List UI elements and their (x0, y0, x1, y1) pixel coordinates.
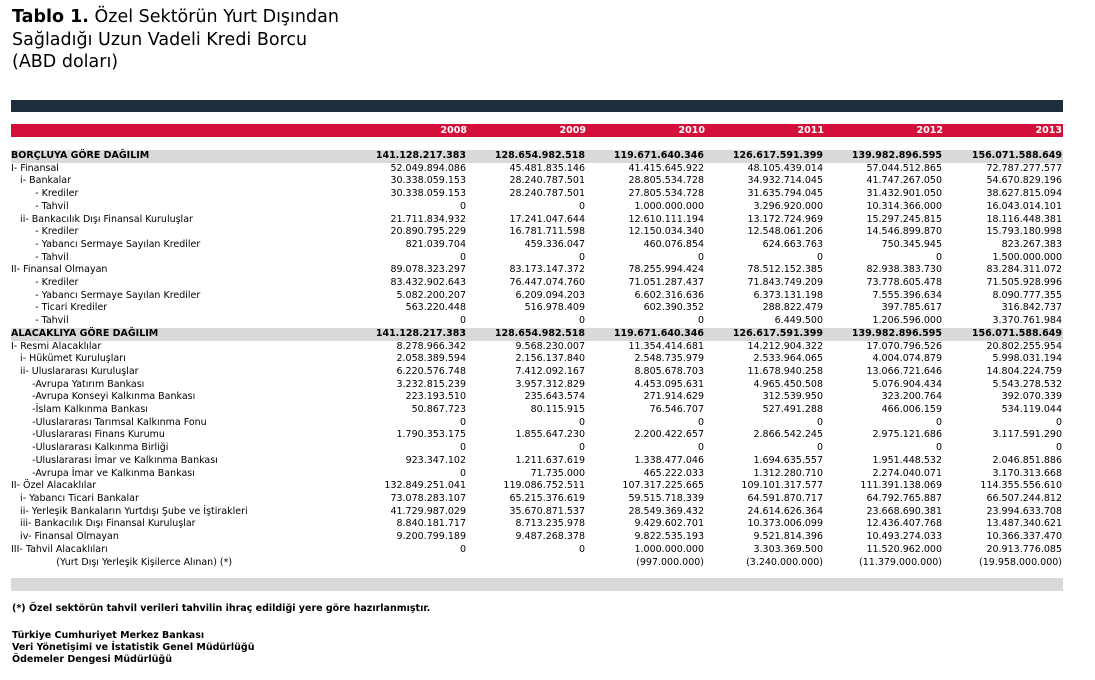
cell-2011: 31.635.794.045 (747, 188, 823, 200)
cell-2011: 64.591.870.717 (747, 492, 823, 504)
year-header-2011: 2011 (797, 125, 824, 136)
table-section-row (11, 328, 1063, 341)
table-row (11, 531, 1063, 544)
cell-2013: 16.043.014.101 (986, 200, 1062, 212)
cell-2011: (3.240.000.000) (746, 556, 823, 568)
cell-2012: 397.785.617 (881, 302, 942, 314)
cell-2011: 9.521.814.396 (753, 531, 823, 543)
cell-2009: 83.173.147.372 (509, 264, 585, 276)
cell-2008: 821.039.704 (405, 238, 466, 250)
cell-2008: 0 (459, 543, 466, 555)
cell-2009: 119.086.752.511 (503, 480, 585, 492)
cell-2013: 66.507.244.812 (986, 492, 1062, 504)
row-label: -Uluslararası Kalkınma Birliği (11, 442, 169, 454)
cell-2012: 323.200.764 (881, 391, 942, 403)
row-label: I- Resmi Alacaklılar (11, 340, 102, 352)
cell-2010: 9.822.535.193 (634, 531, 704, 543)
row-label: i- Bankalar (11, 175, 72, 187)
cell-2011: 1.312.280.710 (753, 467, 823, 479)
cell-2011: 0 (816, 416, 823, 428)
cell-2013: 54.670.829.196 (986, 175, 1062, 187)
cell-2009: 17.241.047.644 (509, 213, 585, 225)
cell-2009: 0 (578, 442, 585, 454)
cell-2010: 460.076.854 (643, 238, 704, 250)
table-row (11, 468, 1063, 481)
cell-2009: 235.643.574 (524, 391, 585, 403)
cell-2013: 20.913.776.085 (986, 543, 1062, 555)
table-row (11, 480, 1063, 493)
cell-2008: 0 (459, 416, 466, 428)
cell-2011: 3.303.369.500 (753, 543, 823, 555)
cell-2012: 73.778.605.478 (866, 277, 942, 289)
cell-2013: 72.787.277.577 (986, 162, 1062, 174)
table-row (11, 277, 1063, 290)
cell-2010: 271.914.629 (643, 391, 704, 403)
cell-2008 (348, 557, 467, 570)
cell-2013: 15.793.180.998 (986, 226, 1062, 238)
cell-2009: 459.336.047 (524, 238, 585, 250)
cell-2008: 52.049.894.086 (390, 162, 466, 174)
row-label: i- Hükümet Kuruluşları (11, 353, 126, 365)
cell-2013: 5.998.031.194 (992, 353, 1062, 365)
row-label: -Avrupa İmar ve Kalkınma Bankası (11, 467, 195, 479)
row-label: -Uluslararası Tarımsal Kalkınma Fonu (11, 416, 207, 428)
cell-2012: 2.274.040.071 (872, 467, 942, 479)
year-header-band (11, 124, 1063, 137)
cell-2011: 527.491.288 (762, 404, 823, 416)
row-label: - Tahvil (11, 200, 69, 212)
table-row (11, 493, 1063, 506)
cell-2009: 0 (578, 543, 585, 555)
cell-2010: 107.317.225.665 (622, 480, 704, 492)
cell-2013: 3.370.761.984 (992, 315, 1062, 327)
row-label: - Ticari Krediler (11, 302, 108, 314)
cell-2012: 31.432.901.050 (866, 188, 942, 200)
table-row (11, 239, 1063, 252)
cell-2010: 2.200.422.657 (634, 429, 704, 441)
cell-2009: 1.211.637.619 (515, 454, 585, 466)
cell-2009: 0 (578, 200, 585, 212)
cell-2013: 10.366.337.470 (986, 531, 1062, 543)
cell-2011: 126.617.591.399 (705, 328, 824, 341)
cell-2009: 0 (578, 251, 585, 263)
table-row (11, 429, 1063, 442)
cell-2010: 9.429.602.701 (634, 518, 704, 530)
cell-2010: 1.000.000.000 (634, 543, 704, 555)
cell-2011: 2.866.542.245 (753, 429, 823, 441)
cell-2013: 823.267.383 (1001, 238, 1062, 250)
row-label: -Avrupa Yatırım Bankası (11, 378, 145, 390)
cell-2013: 114.355.556.610 (980, 480, 1062, 492)
row-label: (Yurt Dışı Yerleşik Kişilerce Alınan) (*) (11, 556, 233, 568)
cell-2012: 111.391.138.069 (860, 480, 942, 492)
row-label: -İslam Kalkınma Bankası (11, 404, 148, 416)
org-line-1: Türkiye Cumhuriyet Merkez Bankası (12, 630, 205, 641)
cell-2009: 35.670.871.537 (509, 505, 585, 517)
cell-2008: 3.232.815.239 (396, 378, 466, 390)
cell-2013: 20.802.255.954 (986, 340, 1062, 352)
cell-2010: 0 (697, 416, 704, 428)
cell-2013: 156.071.588.649 (943, 150, 1063, 163)
cell-2009: 71.735.000 (530, 467, 585, 479)
row-label: ii- Uluslararası Kuruluşlar (11, 365, 139, 377)
cell-2013: 156.071.588.649 (943, 328, 1063, 341)
cell-2011: 48.105.439.014 (747, 162, 823, 174)
cell-2009: 6.209.094.203 (515, 289, 585, 301)
row-label: I- Finansal (11, 162, 59, 174)
footnote: (*) Özel sektörün tahvil verileri tahvilin ihraç edildiği yere göre hazırlanmıştır. (12, 603, 431, 614)
cell-2008: 0 (459, 442, 466, 454)
cell-2011: 14.212.904.322 (747, 340, 823, 352)
cell-2010: 78.255.994.424 (628, 264, 704, 276)
title-bold: Tablo 1. (12, 7, 89, 27)
cell-2008: 30.338.059.153 (390, 175, 466, 187)
cell-2009: 128.654.982.518 (467, 328, 586, 341)
cell-2008: 73.078.283.107 (390, 492, 466, 504)
cell-2011: 2.533.964.065 (753, 353, 823, 365)
cell-2008: 41.729.987.029 (390, 505, 466, 517)
cell-2011: 13.172.724.969 (747, 213, 823, 225)
cell-2013: 23.994.633.708 (986, 505, 1062, 517)
cell-2008: 141.128.217.383 (348, 328, 467, 341)
cell-2008: 89.078.323.297 (390, 264, 466, 276)
cell-2010: 602.390.352 (643, 302, 704, 314)
year-header-2012: 2012 (916, 125, 943, 136)
cell-2010: 59.515.718.339 (628, 492, 704, 504)
table-row (11, 214, 1063, 227)
cell-2011: 312.539.950 (762, 391, 823, 403)
cell-2008: 9.200.799.189 (396, 531, 466, 543)
table-row (11, 341, 1063, 354)
cell-2012: 1.951.448.532 (872, 454, 942, 466)
cell-2013: 14.804.224.759 (986, 365, 1062, 377)
cell-2012: 0 (935, 442, 942, 454)
cell-2010: 71.051.287.437 (628, 277, 704, 289)
cell-2010: 4.453.095.631 (634, 378, 704, 390)
cell-2008: 20.890.795.229 (390, 226, 466, 238)
org-line-2: Veri Yönetişimi ve İstatistik Genel Müdürlüğü (12, 642, 255, 653)
cell-2013: 38.627.815.094 (986, 188, 1062, 200)
header-dark-band (11, 100, 1063, 112)
cell-2010: 2.548.735.979 (634, 353, 704, 365)
cell-2012: 5.076.904.434 (872, 378, 942, 390)
cell-2012: (11.379.000.000) (859, 556, 942, 568)
cell-2008: 30.338.059.153 (390, 188, 466, 200)
cell-2011: 78.512.152.385 (747, 264, 823, 276)
cell-2009: 65.215.376.619 (509, 492, 585, 504)
row-label: -Uluslararası Finans Kurumu (11, 429, 165, 441)
cell-2008: 8.278.966.342 (396, 340, 466, 352)
cell-2009: 1.855.647.230 (515, 429, 585, 441)
cell-2010: 0 (697, 315, 704, 327)
cell-2009: 128.654.982.518 (467, 150, 586, 163)
cell-2008: 0 (459, 251, 466, 263)
row-label: iv- Finansal Olmayan (11, 531, 119, 543)
cell-2011: 1.694.635.557 (753, 454, 823, 466)
table-row (11, 391, 1063, 404)
cell-2008: 8.840.181.717 (396, 518, 466, 530)
table-row (11, 315, 1063, 328)
cell-2013: 5.543.278.532 (992, 378, 1062, 390)
table-row (11, 252, 1063, 265)
cell-2010: 6.602.316.636 (634, 289, 704, 301)
row-label: III- Tahvil Alacaklıları (11, 543, 108, 555)
cell-2011: 0 (816, 442, 823, 454)
org-line-3: Ödemeler Dengesi Müdürlüğü (12, 654, 172, 665)
table-body (11, 150, 1063, 569)
cell-2008: 141.128.217.383 (348, 150, 467, 163)
cell-2011: 6.373.131.198 (753, 289, 823, 301)
cell-2013: 8.090.777.355 (992, 289, 1062, 301)
row-label: - Yabancı Sermaye Sayılan Krediler (11, 238, 201, 250)
cell-2011: 11.678.940.258 (747, 365, 823, 377)
cell-2013: 2.046.851.886 (992, 454, 1062, 466)
cell-2008: 83.432.902.643 (390, 277, 466, 289)
cell-2008: 1.790.353.175 (396, 429, 466, 441)
row-label: - Krediler (11, 277, 79, 289)
table-row (11, 455, 1063, 468)
cell-2010: 0 (697, 442, 704, 454)
row-label: - Yabancı Sermaye Sayılan Krediler (11, 289, 201, 301)
table-bottom-band (11, 578, 1063, 591)
cell-2010: 12.610.111.194 (628, 213, 704, 225)
table-row (11, 226, 1063, 239)
cell-2009: 16.781.711.598 (509, 226, 585, 238)
cell-2008: 2.058.389.594 (396, 353, 466, 365)
cell-2010: 12.150.034.340 (628, 226, 704, 238)
table-row (11, 404, 1063, 417)
cell-2011: 24.614.626.364 (747, 505, 823, 517)
table-row (11, 557, 1063, 570)
cell-2009: 516.978.409 (524, 302, 585, 314)
row-label: -Avrupa Konseyi Kalkınma Bankası (11, 391, 196, 403)
cell-2012: 17.070.796.526 (866, 340, 942, 352)
cell-2011: 3.296.920.000 (753, 200, 823, 212)
cell-2008: 0 (459, 467, 466, 479)
table-row (11, 201, 1063, 214)
cell-2008: 0 (459, 200, 466, 212)
cell-2012: 10.493.274.033 (866, 531, 942, 543)
cell-2012: 139.982.896.595 (824, 150, 943, 163)
row-label: - Tahvil (11, 315, 69, 327)
cell-2009: 7.412.092.167 (515, 365, 585, 377)
cell-2012: 57.044.512.865 (866, 162, 942, 174)
cell-2012: 14.546.899.870 (866, 226, 942, 238)
cell-2009: 28.240.787.501 (509, 175, 585, 187)
cell-2008: 6.220.576.748 (396, 365, 466, 377)
table-row (11, 175, 1063, 188)
cell-2013: 13.487.340.621 (986, 518, 1062, 530)
cell-2011: 288.822.479 (762, 302, 823, 314)
cell-2010: 28.549.369.432 (628, 505, 704, 517)
table-section-row (11, 150, 1063, 163)
organization-block (12, 630, 254, 666)
cell-2008: 50.867.723 (411, 404, 466, 416)
cell-2013: 316.842.737 (1001, 302, 1062, 314)
cell-2010: 28.805.534.728 (628, 175, 704, 187)
cell-2013: 83.284.311.072 (986, 264, 1062, 276)
cell-2011: 12.548.061.206 (747, 226, 823, 238)
cell-2010: 41.415.645.922 (628, 162, 704, 174)
row-label: ALACAKLIYA GÖRE DAĞILIM (11, 328, 348, 341)
cell-2009: 28.240.787.501 (509, 188, 585, 200)
cell-2011: 0 (816, 251, 823, 263)
cell-2012: 466.006.159 (881, 404, 942, 416)
cell-2013: 1.500.000.000 (992, 251, 1062, 263)
cell-2008: 923.347.102 (405, 454, 466, 466)
cell-2009: 45.481.835.146 (509, 162, 585, 174)
cell-2013: 71.505.928.996 (986, 277, 1062, 289)
cell-2010: 8.805.678.703 (634, 365, 704, 377)
cell-2011: 34.932.714.045 (747, 175, 823, 187)
row-label: - Krediler (11, 226, 79, 238)
cell-2010: (997.000.000) (636, 556, 704, 568)
cell-2012: 139.982.896.595 (824, 328, 943, 341)
row-label: ii- Yerleşik Bankaların Yurtdışı Şube ve İştirakleri (11, 505, 248, 517)
cell-2011: 6.449.500 (774, 315, 823, 327)
cell-2009: 2.156.137.840 (515, 353, 585, 365)
cell-2012: 0 (935, 416, 942, 428)
table-row (11, 544, 1063, 557)
cell-2012: 2.975.121.686 (872, 429, 942, 441)
row-label: II- Finansal Olmayan (11, 264, 108, 276)
row-label: ii- Bankacılık Dışı Finansal Kuruluşlar (11, 213, 193, 225)
row-label: i- Yabancı Ticari Bankalar (11, 492, 139, 504)
cell-2012: 23.668.690.381 (866, 505, 942, 517)
row-label: -Uluslararası İmar ve Kalkınma Bankası (11, 454, 218, 466)
cell-2009: 0 (578, 315, 585, 327)
cell-2009: 76.447.074.760 (509, 277, 585, 289)
cell-2011: 624.663.763 (762, 238, 823, 250)
row-label: - Krediler (11, 188, 79, 200)
table-row (11, 379, 1063, 392)
table-row (11, 506, 1063, 519)
year-header-2013: 2013 (1035, 125, 1062, 136)
table-row (11, 366, 1063, 379)
cell-2009: 80.115.915 (530, 404, 585, 416)
cell-2013: 3.170.313.668 (992, 467, 1062, 479)
cell-2012: 750.345.945 (881, 238, 942, 250)
table-row (11, 163, 1063, 176)
table-row (11, 302, 1063, 315)
cell-2012: 15.297.245.815 (866, 213, 942, 225)
table-title (12, 6, 339, 74)
cell-2009: 3.957.312.829 (515, 378, 585, 390)
cell-2013: 392.070.339 (1001, 391, 1062, 403)
table-row (11, 264, 1063, 277)
cell-2008: 5.082.200.207 (396, 289, 466, 301)
cell-2009: 9.487.268.378 (515, 531, 585, 543)
row-label: - Tahvil (11, 251, 69, 263)
row-label: II- Özel Alacaklılar (11, 480, 97, 492)
cell-2010: 11.354.414.681 (628, 340, 704, 352)
cell-2011: 109.101.317.577 (741, 480, 823, 492)
cell-2010: 119.671.640.346 (586, 328, 705, 341)
cell-2009: 8.713.235.978 (515, 518, 585, 530)
cell-2008: 132.849.251.041 (384, 480, 466, 492)
row-label: iii- Bankacılık Dışı Finansal Kuruluşlar (11, 518, 196, 530)
cell-2012: 0 (935, 251, 942, 263)
cell-2009 (467, 557, 586, 570)
cell-2011: 126.617.591.399 (705, 150, 824, 163)
year-header-2008: 2008 (440, 125, 467, 136)
cell-2013: 0 (1055, 416, 1062, 428)
cell-2010: 1.000.000.000 (634, 200, 704, 212)
cell-2010: 1.338.477.046 (634, 454, 704, 466)
title-line-3: (ABD doları) (12, 52, 119, 72)
cell-2008: 0 (459, 315, 466, 327)
cell-2011: 71.843.749.209 (747, 277, 823, 289)
debt-table (11, 150, 1063, 569)
cell-2010: 465.222.033 (643, 467, 704, 479)
cell-2013: 534.119.044 (1001, 404, 1062, 416)
year-header-2010: 2010 (678, 125, 705, 136)
cell-2012: 13.066.721.646 (866, 365, 942, 377)
table-row (11, 518, 1063, 531)
cell-2013: 0 (1055, 442, 1062, 454)
cell-2012: 4.004.074.879 (872, 353, 942, 365)
year-header-2009: 2009 (559, 125, 586, 136)
cell-2012: 1.206.596.000 (872, 315, 942, 327)
table-row (11, 353, 1063, 366)
cell-2012: 7.555.396.634 (872, 289, 942, 301)
table-row (11, 188, 1063, 201)
cell-2012: 10.314.366.000 (866, 200, 942, 212)
table-row (11, 442, 1063, 455)
cell-2012: 64.792.765.887 (866, 492, 942, 504)
cell-2008: 21.711.834.932 (390, 213, 466, 225)
cell-2008: 223.193.510 (405, 391, 466, 403)
title-line-2: Sağladığı Uzun Vadeli Kredi Borcu (12, 29, 308, 50)
cell-2012: 12.436.407.768 (866, 518, 942, 530)
table-row (11, 290, 1063, 303)
cell-2010: 0 (697, 251, 704, 263)
cell-2009: 0 (578, 416, 585, 428)
cell-2013: 18.116.448.381 (986, 213, 1062, 225)
cell-2012: 11.520.962.000 (866, 543, 942, 555)
row-label: BORÇLUYA GÖRE DAĞILIM (11, 150, 348, 163)
cell-2009: 9.568.230.007 (515, 340, 585, 352)
cell-2011: 10.373.006.099 (747, 518, 823, 530)
cell-2012: 82.938.383.730 (866, 264, 942, 276)
cell-2010: 27.805.534.728 (628, 188, 704, 200)
cell-2013: (19.958.000.000) (979, 556, 1062, 568)
title-rest: Özel Sektörün Yurt Dışından (88, 7, 339, 27)
table-row (11, 417, 1063, 430)
cell-2008: 563.220.448 (405, 302, 466, 314)
cell-2010: 119.671.640.346 (586, 150, 705, 163)
title-line-1 (12, 6, 339, 29)
cell-2011: 4.965.450.508 (753, 378, 823, 390)
cell-2012: 41.747.267.050 (866, 175, 942, 187)
cell-2013: 3.117.591.290 (992, 429, 1062, 441)
cell-2010: 76.546.707 (649, 404, 704, 416)
